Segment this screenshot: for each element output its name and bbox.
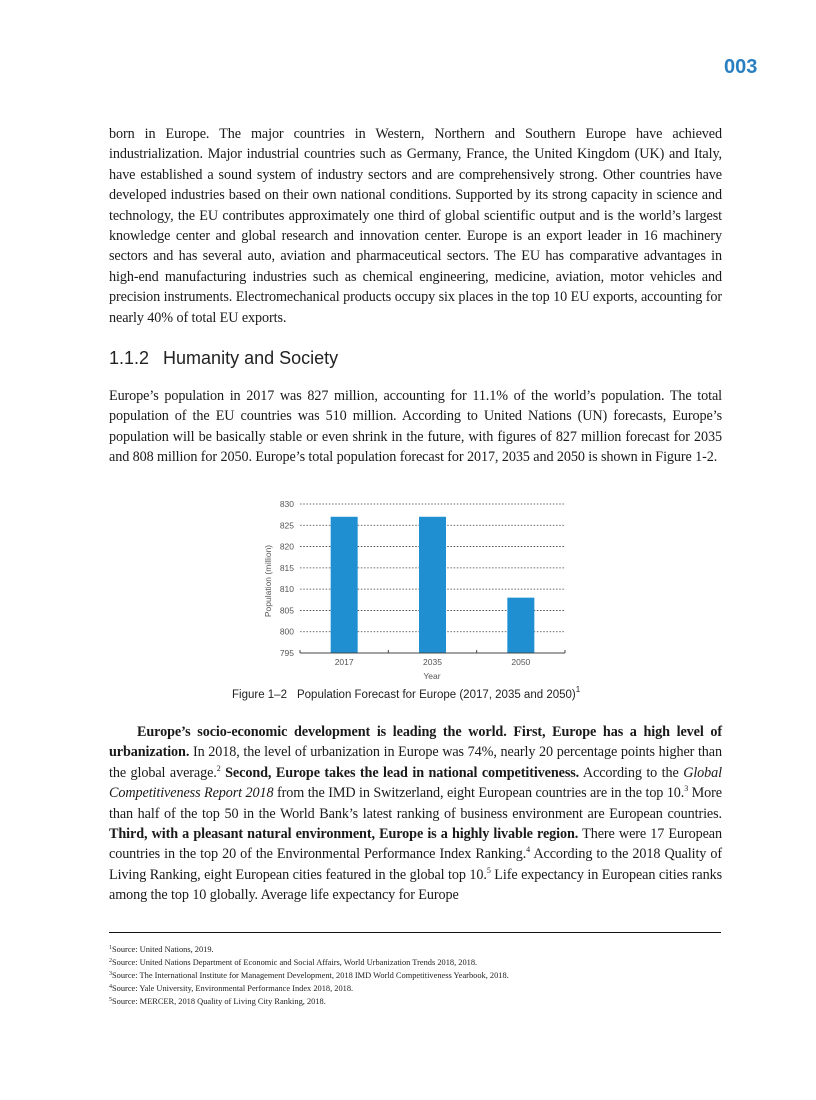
section-heading [109,348,338,369]
svg-text:2050: 2050 [511,657,531,667]
svg-text:2017: 2017 [334,657,354,667]
svg-text:2035: 2035 [423,657,442,667]
bar-2050 [507,598,534,653]
footnote-ref: 5 [486,865,491,875]
text-span: In 2018, the level of urbanization in Europe was 74%, nearly 20 percentage points higher than the global average. [109,744,722,781]
footnote-number: 4 [109,984,112,990]
footnote-3 [109,969,509,982]
footnote-text: Source: United Nations Department of Economic and Social Affairs, World Urbanization Trends 2018, 2018. [112,958,478,967]
footnote-text: Source: MERCER, 2018 Quality of Living City Ranking, 2018. [112,997,326,1006]
footnote-number: 3 [109,971,112,977]
bold-claim-2: Second, Europe takes the lead in national competitiveness. [220,764,580,781]
svg-text:825: 825 [279,520,294,531]
footnote-divider [109,932,721,933]
bold-claim-3: Third, with a pleasant natural environment, Europe is a highly livable region. [109,826,579,843]
text-span: According to the [579,764,684,781]
chart-x-tick-labels [335,657,531,667]
text-span: There were 17 European countries in the top 20 of the Environmental Performance Index Ranking. [109,826,722,863]
footnote-2 [109,956,509,969]
page-number: 003 [724,56,758,78]
footnote-text: Source: The International Institute for Management Development, 2018 IMD World Competitiveness Yearbook, 2018. [112,971,509,980]
chart-y-tick-labels [280,499,294,658]
text-span: Life expectancy in European cities ranks among the top 10 globally. Average life expectancy for Europe [109,866,722,904]
paragraph-industry [109,124,722,328]
text-span: According to the 2018 Quality of Living Ranking, eight European cities featured in the global top 10. [109,846,722,883]
svg-text:830: 830 [279,499,294,509]
footnotes [109,943,509,1008]
text-span: More than half of the top 50 in the World Bank’s latest ranking of business environment are European countries. [109,785,722,822]
population-bar-chart [250,495,580,685]
bar-2017 [331,517,358,653]
footnote-number: 5 [109,997,112,1003]
section-title: Humanity and Society [163,348,339,368]
footnote-4 [109,982,509,995]
bold-claim-1: Europe’s socio-economic development is leading the world. First, Europe has a high level of urbanization. [109,724,722,761]
x-axis-label: Year [423,671,441,681]
footnote-number: 1 [109,945,112,951]
footnote-ref: 1 [575,685,581,694]
section-number: 1.1.2 [109,348,150,368]
paragraph-population [109,386,722,468]
bar-2035 [419,517,446,653]
footnote-ref: 2 [216,763,221,773]
footnote-text: Source: Yale University, Environmental Performance Index 2018, 2018. [112,984,354,993]
text-span: from the IMD in Switzerland, eight European countries are in the top 10. [273,785,685,802]
figure-title: Population Forecast for Europe (2017, 2035 and 2050) [296,689,576,701]
svg-text:820: 820 [279,541,294,552]
svg-text:800: 800 [279,626,294,637]
figure-label: Figure 1–2 [232,689,287,701]
chart-bars [331,517,535,653]
footnote-number: 2 [109,958,112,964]
footnote-ref: 3 [684,784,689,794]
paragraph-development [109,722,722,906]
paragraph-text: born in Europe. The major countries in Western, Northern and Southern Europe have achieved industrialization. Major industrial countries such as Germany, France, the United Kingdom (UK) and Italy, have established a sound system of industry sectors and are comprehensively strong. Other countries have developed industries based on their own national conditions. Supported by its strong capacity in science and technology, the EU contributes approximately one third of global scientific output and is the world’s largest knowledge center and global research and innovation center. Europe is an export leader in 16 machinery sectors and has several auto, aviation and pharmaceutical sectors. The EU has comparative advantages in high-end manufacturing industries such as chemical engineering, medicine, aviation, motor vehicles and precision instruments. Electromechanical products occupy six places in the top 10 EU exports, accounting for nearly 40% of total EU exports. [109,126,722,326]
y-axis-label: Population (million) [263,544,273,618]
figure-caption [232,685,581,701]
svg-text:815: 815 [279,562,294,573]
report-title: Global Competitiveness Report 2018 [109,764,722,802]
svg-text:805: 805 [279,605,294,616]
svg-text:795: 795 [279,648,294,658]
footnote-5 [109,995,509,1008]
footnote-ref: 4 [526,845,531,855]
footnote-text: Source: United Nations, 2019. [112,945,214,954]
paragraph-text: Europe’s population in 2017 was 827 million, accounting for 11.1% of the world’s population. The total population of the EU countries was 510 million. According to United Nations (UN) forecasts, Europe’s population will be basically stable or even shrink in the future, with figures of 827 million forecast for 2035 and 808 million for 2050. Europe’s total population forecast for 2017, 2035 and 2050 is shown in Figure 1-2. [109,388,722,466]
svg-text:810: 810 [279,584,294,595]
footnote-1 [109,943,509,956]
